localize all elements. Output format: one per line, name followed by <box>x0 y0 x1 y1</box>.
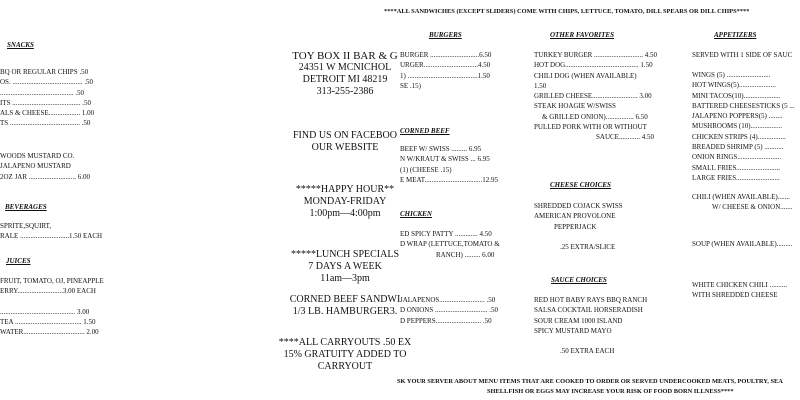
sauce-choices-list <box>534 295 647 357</box>
list-item: CHILI (WHEN AVAILABLE)....... <box>692 193 790 201</box>
white-chili-block <box>692 280 800 301</box>
list-item: 1.50 <box>534 81 547 90</box>
facebook-line: FIND US ON FACEBOO <box>293 130 397 141</box>
list-item: RANCH) ......... 6.00 <box>436 250 495 259</box>
list-item <box>0 297 104 307</box>
lunch-title: *****LUNCH SPECIALS <box>290 249 400 260</box>
cheese-choices-list <box>534 201 623 252</box>
bottom-banner-line-1: SK YOUR SERVER ABOUT MENU ITEMS THAT ARE COOKED TO ORDER OR SERVED UNDERCOOKED MEATS, POULTRY, SEA <box>397 378 783 385</box>
lunch-block <box>272 249 418 285</box>
carryout-line: CARRYOUT <box>317 361 373 372</box>
happy-hour-days: MONDAY-FRIDAY <box>303 196 387 207</box>
list-item <box>534 336 647 346</box>
corned-beef-list <box>400 144 498 185</box>
special-line: CORNED BEEF SANDWI <box>289 294 401 305</box>
other-favorites-heading: OTHER FAVORITES <box>550 31 614 39</box>
list-item: JALAPENO POPPERS(5) ........ <box>692 112 783 121</box>
list-item: BREADED SHRIMP (5) ........... <box>692 143 784 152</box>
facebook-block <box>272 130 418 154</box>
list-item: MINI TACOS(10)..................... <box>692 91 781 100</box>
snacks-heading: SNACKS <box>7 41 34 49</box>
list-item: STEAK HOAGIE W/SWISS <box>534 102 616 111</box>
other-favorites-list <box>534 50 657 143</box>
list-item: W/ CHEESE & ONION....... <box>712 203 793 212</box>
list-item: AMERICAN PROVOLONE <box>534 212 616 221</box>
list-item: OS. ........................................ .50 <box>0 78 93 87</box>
chili-block <box>692 192 800 213</box>
list-item: TURKEY BURGER ............................ 4.50 <box>534 51 658 59</box>
list-item: FRUIT, TOMATO, OJ, PINEAPPLE <box>0 277 104 285</box>
list-item: HOT WINGS(5)..................... <box>692 81 776 90</box>
carryout-line: 15% GRATUITY ADDED TO <box>283 349 407 360</box>
list-item: ERRY..........................3.00 EACH <box>0 287 96 296</box>
list-item: TS ........................................ .50 <box>0 119 91 128</box>
list-item: .25 EXTRA/SLICE <box>560 243 616 252</box>
center-info <box>272 50 418 98</box>
list-item: ED SPICY PATTY ............. 4.50 <box>400 230 492 238</box>
beverages-list <box>0 221 102 242</box>
beverages-heading: BEVERAGES <box>5 203 47 211</box>
toppings-list <box>400 295 498 326</box>
list-item: BURGER ............................6.50 <box>400 51 492 59</box>
list-item: D ONIONS .............................. .50 <box>400 306 498 315</box>
list-item: D PEPPERS.......................... .50 <box>400 316 492 325</box>
list-item: WINGS (5) ......................... <box>692 71 771 79</box>
appetizers-heading: APPETIZERS <box>714 31 757 39</box>
list-item: CHICKEN STRIPS (4)................ <box>692 132 786 141</box>
list-item: LARGE FRIES......................... <box>692 173 780 182</box>
list-item: & GRILLED ONION)................ 6.50 <box>542 112 648 121</box>
website-line: OUR WEBSITE <box>311 142 379 153</box>
list-item: WHITE CHICKEN CHILI .......... <box>692 281 788 289</box>
chicken-heading: CHICKEN <box>400 210 432 218</box>
happy-hour-block <box>272 184 418 220</box>
burgers-heading: BURGERS <box>429 31 462 39</box>
list-item: BEEF W/ SWISS ......... 6.95 <box>400 145 482 153</box>
appetizers-intro: SERVED WITH 1 SIDE OF SAUC <box>692 51 793 59</box>
lunch-days: 7 DAYS A WEEK <box>308 261 382 272</box>
list-item: .......................................... .50 <box>0 88 84 97</box>
address-line: DETROIT MI 48219 <box>302 74 388 85</box>
juices-list <box>0 276 104 338</box>
list-item: ITS ....................................... .50 <box>0 98 91 107</box>
list-item: HOT DOG.......................................... 1.50 <box>534 61 653 70</box>
soup-item: SOUP (WHEN AVAILABLE)......... <box>692 240 793 248</box>
list-item: SMALL FRIES......................... <box>692 163 781 172</box>
list-item <box>534 232 623 242</box>
list-item: SALSA COCKTAIL HORSERADISH <box>534 306 643 315</box>
list-item: E MEAT.................................12.95 <box>400 175 499 184</box>
address-line: 24351 W MCNICHOL <box>298 62 392 73</box>
list-item: ONION RINGS......................... <box>692 153 782 162</box>
list-item: WATER................................... 2.00 <box>0 328 99 337</box>
list-item: BQ OR REGULAR CHIPS .50 <box>0 68 89 76</box>
list-item: SOUR CREAM 1000 ISLAND <box>534 316 623 325</box>
burgers-list <box>400 50 491 91</box>
mustard-block <box>0 151 90 182</box>
list-item: PEPPERJACK <box>554 222 597 231</box>
list-item: CHILI DOG (WHEN AVAILABLE) <box>534 71 637 80</box>
lunch-time: 11am—3pm <box>320 273 370 284</box>
bar-name: TOY BOX II BAR & G <box>292 50 398 62</box>
list-item: PULLED PORK WITH OR WITHOUT <box>534 123 647 132</box>
list-item: D WRAP (LETTUCE,TOMATO & <box>400 240 500 249</box>
phone-number: 313-255-2386 <box>316 86 374 97</box>
list-item: TEA ...................................... 1.50 <box>0 318 96 327</box>
bottom-banner-line-2: SHELLFISH OR EGGS MAY INCREASE YOUR RISK OF FOOD BORN ILLNESS**** <box>487 388 734 395</box>
list-item: ........................................... 3.00 <box>0 307 90 316</box>
special-line: 1/3 LB. HAMBURGER3. <box>292 306 398 317</box>
list-item: 2OZ JAR ........................... 6.00 <box>0 172 91 181</box>
list-item: SHREDDED COJACK SWISS <box>534 202 623 210</box>
list-item: JALAPENO MUSTARD <box>0 162 71 171</box>
carryout-block <box>272 337 418 373</box>
list-item: 1) ........................................1.50 <box>400 71 490 80</box>
list-item: SPICY MUSTARD MAYO <box>534 326 612 335</box>
list-item: SPRITE,SQUIRT, <box>0 222 52 230</box>
juices-heading: JUICES <box>6 257 31 265</box>
list-item: URGER...............................4.50 <box>400 61 491 70</box>
list-item: WOODS MUSTARD CO. <box>0 152 75 160</box>
chicken-list <box>400 229 500 260</box>
list-item: RED HOT BABY RAYS BBQ RANCH <box>534 296 648 304</box>
top-banner: ****ALL SANDWICHES (EXCEPT SLIDERS) COME WITH CHIPS, LETTUCE, TOMATO, DILL SPEARS OR DILL CHIPS**** <box>384 8 750 15</box>
corned-beef-heading: CORNED BEEF <box>400 127 450 135</box>
cheese-choices-heading: CHEESE CHOICES <box>550 181 611 189</box>
list-item: RALE ............................1.50 EACH <box>0 232 103 241</box>
list-item: BATTERED CHEESESTICKS (5 ... <box>692 101 795 110</box>
happy-hour-time: 1:00pm—4:00pm <box>309 208 381 219</box>
list-item: WITH SHREDDED CHEESE <box>692 291 778 300</box>
list-item: GRILLED CHEESE.......................... 3.00 <box>534 92 652 101</box>
snacks-list <box>0 67 94 129</box>
sauce-choices-heading: SAUCE CHOICES <box>551 276 607 284</box>
carryout-line: ****ALL CARRYOUTS .50 EX <box>278 337 412 348</box>
corned-special-block <box>272 294 418 318</box>
appetizers-list <box>692 70 800 183</box>
list-item: N W/KRAUT & SWISS ... 6.95 <box>400 155 490 164</box>
list-item: .50 EXTRA EACH <box>560 347 615 356</box>
list-item: MUSHROOMS (10).................. <box>692 122 783 131</box>
list-item: SAUCE............ 4.50 <box>596 133 654 142</box>
list-item: ALS & CHEESE.................. 1.00 <box>0 109 95 118</box>
list-item: JALAPENOS.......................... .50 <box>400 296 496 304</box>
list-item: (1) (CHEESE .15) <box>400 165 452 174</box>
happy-hour-title: *****HAPPY HOUR** <box>295 184 395 195</box>
list-item: SE .15) <box>400 81 421 90</box>
